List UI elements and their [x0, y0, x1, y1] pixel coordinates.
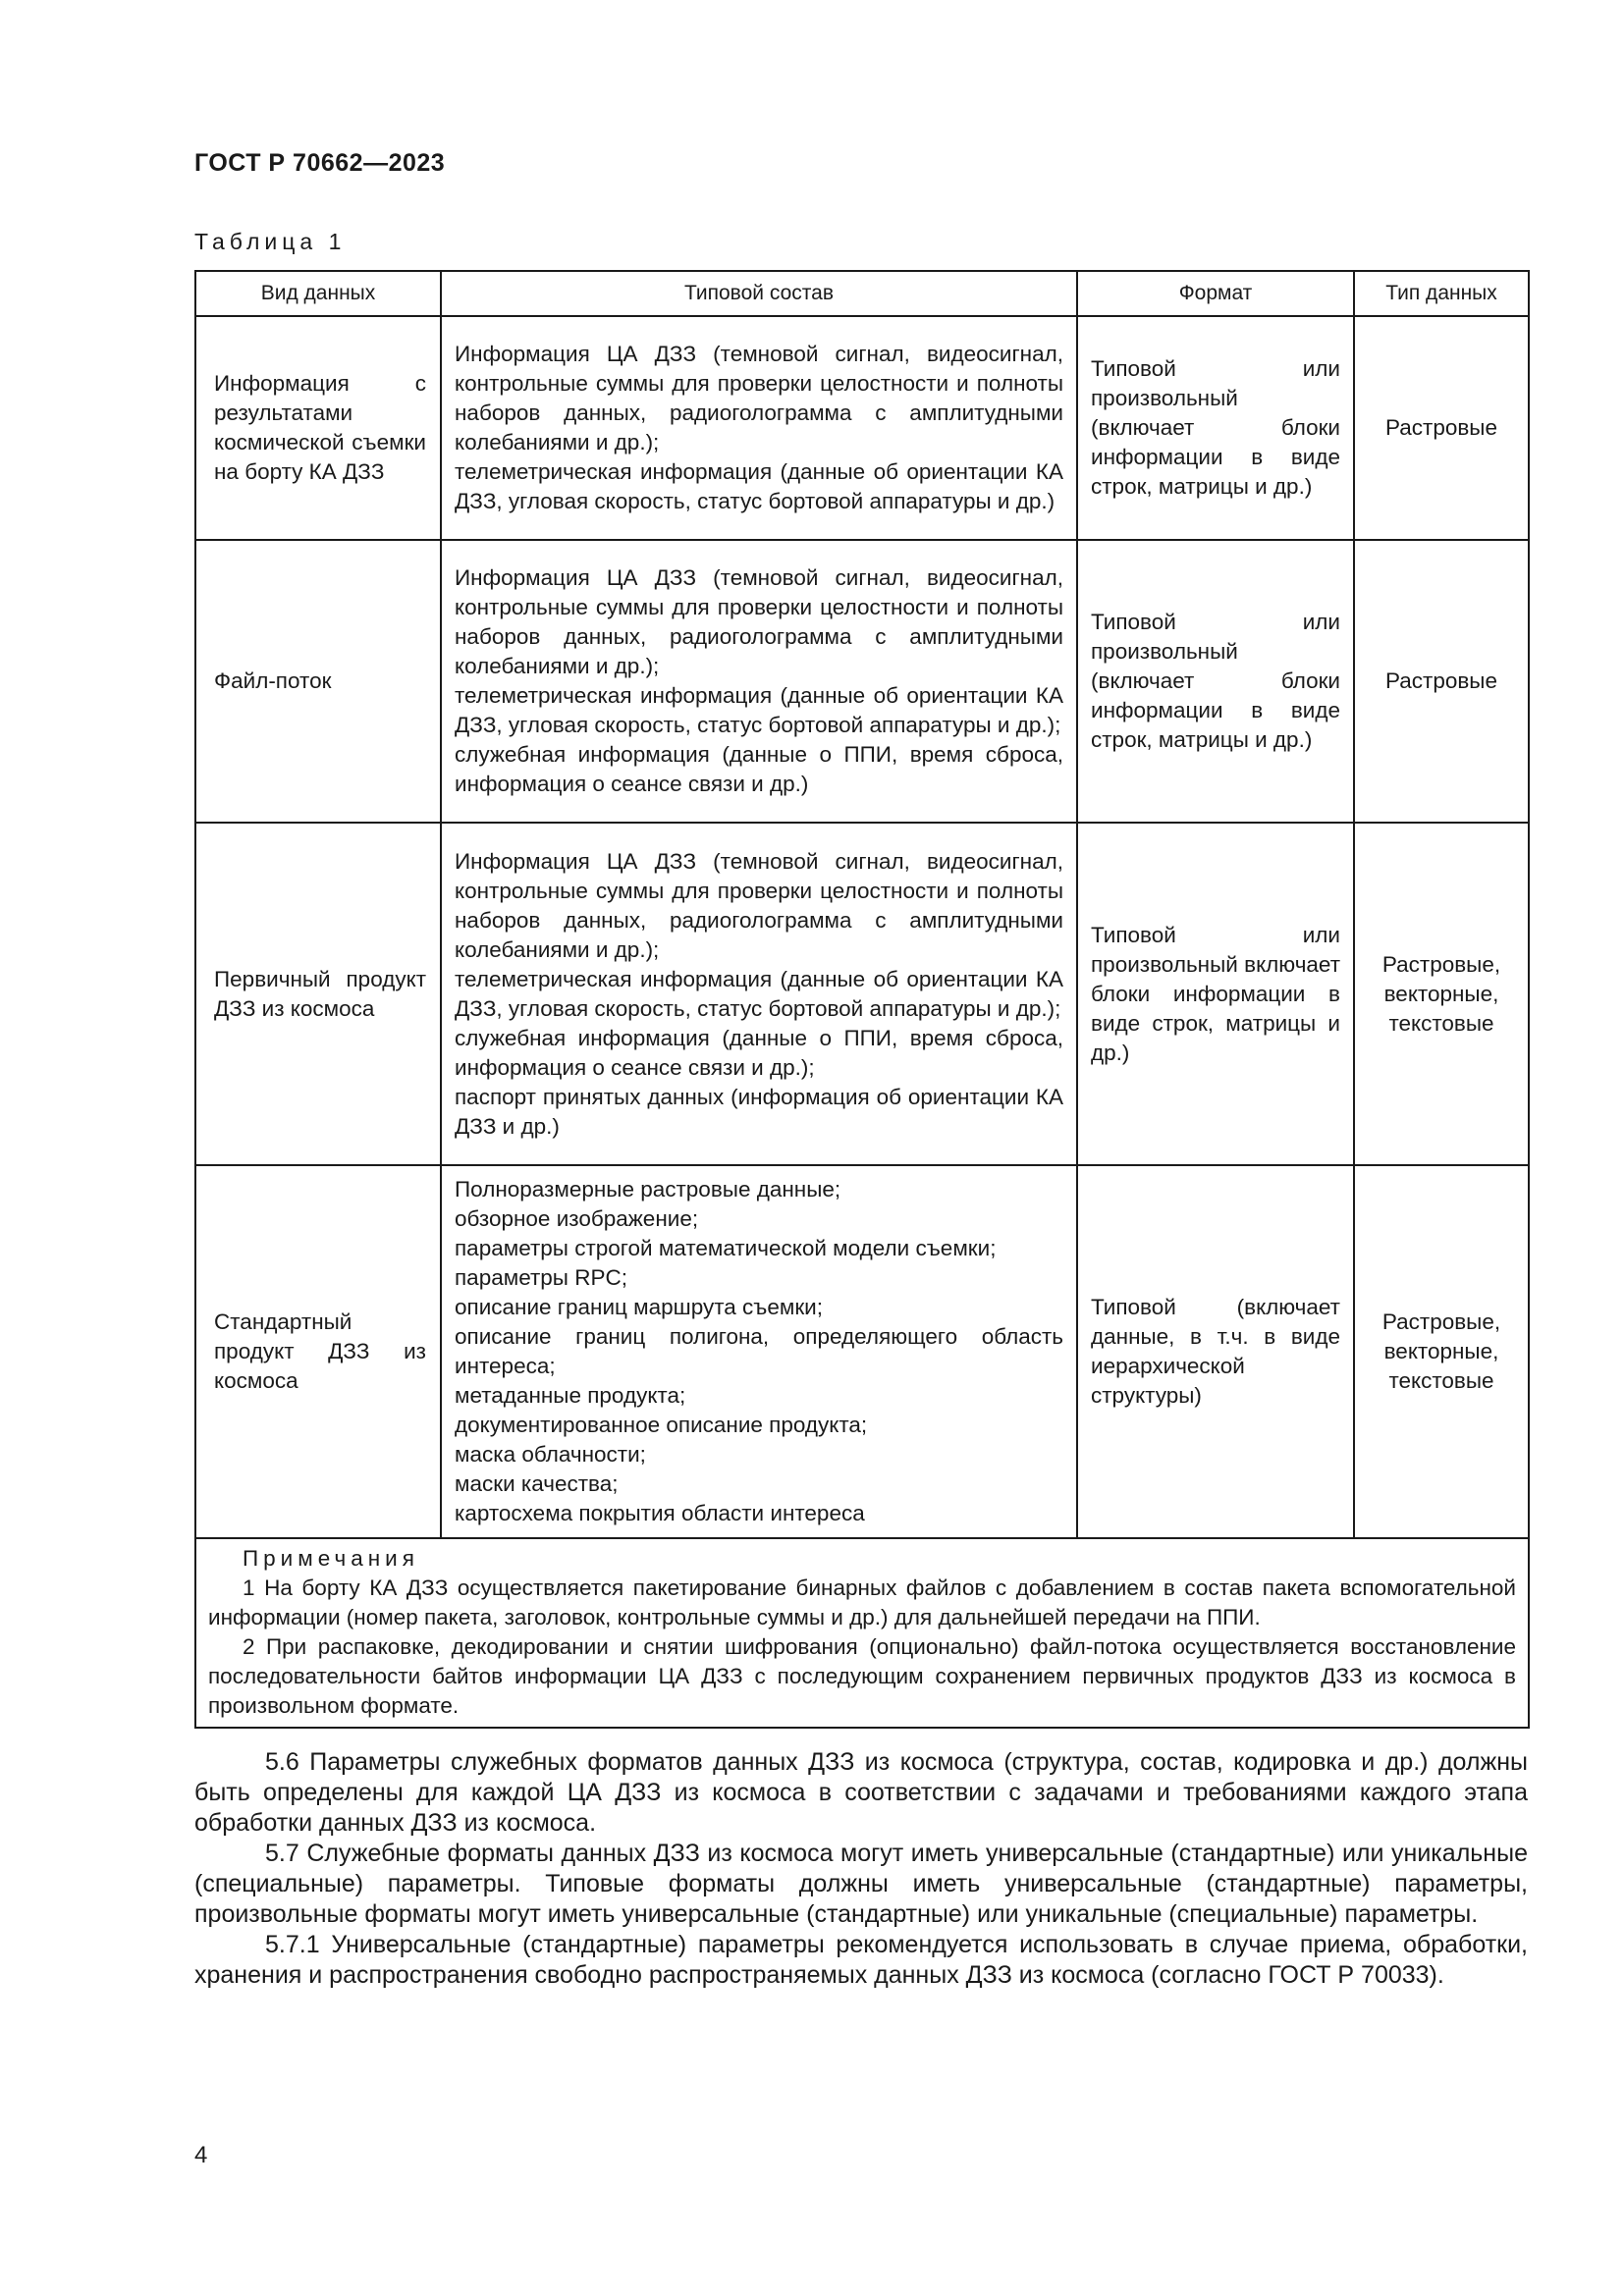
document-code: ГОСТ Р 70662—2023	[194, 149, 446, 177]
notes-title: Примечания	[243, 1546, 419, 1571]
table-row	[195, 823, 1529, 1165]
cell-format: Типовой или произвольный (включает блоки информации в виде строк, матрицы и др.)	[1077, 316, 1354, 540]
column-header-type: Тип данных	[1354, 271, 1529, 316]
paragraph: 5.7 Служебные форматы данных ДЗЗ из космоса могут иметь универсальные (стандартные) или уникальные (специальные) параметры. Типовые форматы должны иметь универсальные (стандартные) параметры, произвольные форматы могут иметь универсальные (стандартные) или уникальные (специальные) параметры.	[194, 1840, 1528, 1928]
page-number: 4	[194, 2142, 208, 2168]
cell-kind: Информация с результатами космической съемки на борту КА ДЗЗ	[195, 316, 441, 540]
paragraph: 5.6 Параметры служебных форматов данных ДЗЗ из космоса (структура, состав, кодировка и др.) должны быть определены для каждой ЦА ДЗЗ из космоса в соответствии с задачами и требованиями каждого этапа обработки данных ДЗЗ из космоса.	[194, 1748, 1528, 1837]
composition-item: паспорт принятых данных (информация об ориентации КА ДЗЗ и др.)	[455, 1084, 1063, 1139]
composition-item: параметры RPC;	[455, 1265, 627, 1290]
composition-item: картосхема покрытия области интереса	[455, 1501, 865, 1525]
composition-item: маска облачности;	[455, 1442, 646, 1467]
composition-item: документированное описание продукта;	[455, 1413, 868, 1437]
notes-row	[195, 1538, 1529, 1728]
composition-item: обзорное изображение;	[455, 1206, 699, 1231]
cell-kind: Первичный продукт ДЗЗ из космоса	[195, 823, 441, 1165]
table-caption: Таблица 1	[194, 229, 347, 254]
composition-item: описание границ маршрута съемки;	[455, 1295, 823, 1319]
body-text	[194, 1747, 1528, 1991]
cell-type: Растровые	[1354, 316, 1529, 540]
composition-item: метаданные продукта;	[455, 1383, 686, 1408]
cell-format: Типовой (включает данные, в т.ч. в виде иерархической структуры)	[1077, 1165, 1354, 1538]
cell-composition	[441, 1165, 1077, 1538]
paragraph: 5.7.1 Универсальные (стандартные) параметры рекомендуется использовать в случае приема, обработки, хранения и распространения свободно распространяемых данных ДЗЗ из космоса (согласно ГОСТ Р 70033).	[194, 1931, 1528, 1989]
column-header-composition: Типовой состав	[441, 271, 1077, 316]
column-header-kind: Вид данных	[195, 271, 441, 316]
table-notes	[195, 1538, 1529, 1728]
table-row	[195, 540, 1529, 823]
table-header-row	[195, 271, 1529, 316]
note-item: 2 При распаковке, декодировании и снятии шифрования (опционально) файл-потока осуществляется восстановление последовательности байтов информации ЦА ДЗЗ с последующим сохранением первичных продуктов ДЗЗ из космоса в произвольном формате.	[208, 1634, 1516, 1718]
data-types-table	[194, 270, 1530, 1729]
table-row	[195, 1165, 1529, 1538]
cell-kind: Стандартный продукт ДЗЗ из космоса	[195, 1165, 441, 1538]
composition-item: телеметрическая информация (данные об ориентации КА ДЗЗ, угловая скорость, статус бортовой аппаратуры и др.);	[455, 683, 1063, 737]
table-row	[195, 316, 1529, 540]
cell-format: Типовой или произвольный включает блоки информации в виде строк, матрицы и др.)	[1077, 823, 1354, 1165]
composition-item: служебная информация (данные о ППИ, время сброса, информация о сеансе связи и др.)	[455, 742, 1063, 796]
composition-item: Информация ЦА ДЗЗ (темновой сигнал, видеосигнал, контрольные суммы для проверки целостности и полноты наборов данных, радиоголограмма с амплитудными колебаниями и др.);	[455, 848, 1063, 962]
cell-composition	[441, 823, 1077, 1165]
composition-item: маски качества;	[455, 1471, 619, 1496]
cell-composition	[441, 316, 1077, 540]
cell-type: Растровые	[1354, 540, 1529, 823]
cell-type: Растровые, векторные, текстовые	[1354, 823, 1529, 1165]
composition-item: телеметрическая информация (данные об ориентации КА ДЗЗ, угловая скорость, статус бортовой аппаратуры и др.);	[455, 966, 1063, 1021]
composition-item: служебная информация (данные о ППИ, время сброса, информация о сеансе связи и др.);	[455, 1025, 1063, 1080]
column-header-format: Формат	[1077, 271, 1354, 316]
composition-item: Информация ЦА ДЗЗ (темновой сигнал, видеосигнал, контрольные суммы для проверки целостности и полноты наборов данных, радиоголограмма с амплитудными колебаниями и др.);	[455, 565, 1063, 678]
note-item: 1 На борту КА ДЗЗ осуществляется пакетирование бинарных файлов с добавлением в состав пакета вспомогательной информации (номер пакета, заголовок, контрольные суммы и др.) для дальнейшей передачи на ППИ.	[208, 1575, 1516, 1629]
composition-item: телеметрическая информация (данные об ориентации КА ДЗЗ, угловая скорость, статус бортовой аппаратуры и др.)	[455, 459, 1063, 513]
cell-format: Типовой или произвольный (включает блоки информации в виде строк, матрицы и др.)	[1077, 540, 1354, 823]
cell-composition	[441, 540, 1077, 823]
cell-kind: Файл-поток	[195, 540, 441, 823]
composition-item: Полноразмерные растровые данные;	[455, 1177, 841, 1201]
composition-item: описание границ полигона, определяющего область интереса;	[455, 1324, 1063, 1378]
composition-item: параметры строгой математической модели съемки;	[455, 1236, 997, 1260]
composition-item: Информация ЦА ДЗЗ (темновой сигнал, видеосигнал, контрольные суммы для проверки целостности и полноты наборов данных, радиоголограмма с амплитудными колебаниями и др.);	[455, 342, 1063, 454]
cell-type: Растровые, векторные, текстовые	[1354, 1165, 1529, 1538]
